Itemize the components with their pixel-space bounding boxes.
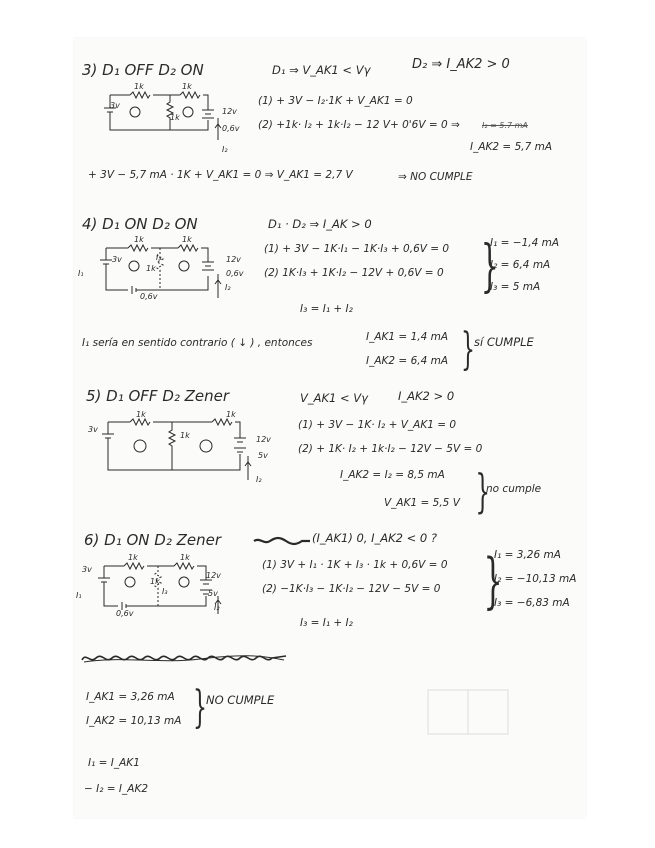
p6-result-i3: I₃ = −6,83 mA — [494, 597, 570, 609]
p3-r3-label: 1k — [170, 113, 180, 122]
p5-circuit-diagram — [100, 410, 250, 482]
p4-result-i3: I₃ = 5 mA — [490, 281, 541, 293]
bleed-through-ghost-circuit — [420, 682, 520, 742]
p6-r3-label: 1k — [150, 577, 160, 586]
p5-r2-label: 1k — [226, 410, 236, 419]
p3-circuit-diagram — [100, 80, 220, 150]
p5-equation-4: V_AK1 = 5,5 V — [384, 497, 460, 509]
p4-verdict-brace: } — [461, 324, 475, 375]
p4-condition: D₁ · D₂ ⇒ I_AK > 0 — [268, 217, 372, 231]
p3-06v-label: 0,6v — [222, 124, 240, 133]
p6-r2-label: 1k — [180, 553, 190, 562]
p6-crossed-out-text — [252, 536, 312, 546]
p4-i1-label: I₁ — [78, 269, 84, 278]
summary-brace: } — [193, 682, 207, 733]
p6-result-i1: I₁ = 3,26 mA — [494, 549, 561, 561]
p3-struck-result: I₂ = 5.7 mA — [482, 121, 528, 130]
p5-5v-label: 5v — [258, 451, 268, 460]
p6-5v-label: 5v — [208, 589, 218, 598]
p6-source-label: 3v — [82, 565, 92, 574]
p3-equation-1: (1) + 3V − I₂·1K + V_AK1 = 0 — [258, 95, 413, 107]
p3-source-label: 3v — [110, 101, 120, 110]
p4-iak1: I_AK1 = 1,4 mA — [366, 331, 449, 343]
p5-r3-label: 1k — [180, 431, 190, 440]
p6-12v-label: 12v — [206, 571, 221, 580]
p5-condition-d2: I_AK2 > 0 — [398, 389, 455, 403]
p5-heading: 5) D₁ OFF D₂ Zener — [86, 387, 230, 405]
p6-i1-label: I₁ — [76, 591, 82, 600]
p3-equation-2: (2) +1k· I₂ + 1k·I₂ − 12 V+ 0'6V = 0 ⇒ — [258, 119, 460, 131]
p4-results-brace: } — [480, 234, 499, 299]
p4-06v-label: 0,6v — [226, 269, 244, 278]
summary-line-2: − I₂ = I_AK2 — [84, 783, 149, 795]
p6-06v-label: 0,6v — [116, 609, 134, 618]
p6-results-brace: } — [483, 546, 503, 616]
p4-12v-label: 12v — [226, 255, 241, 264]
p4-verdict: sí CUMPLE — [474, 335, 534, 349]
p4-heading: 4) D₁ ON D₂ ON — [82, 215, 198, 233]
p3-r1-label: 1k — [134, 82, 144, 91]
summary-iak1: I_AK1 = 3,26 mA — [86, 691, 175, 703]
p4-06v-bottom-label: 0,6v — [140, 292, 158, 301]
p6-i2-label: I₂ — [214, 603, 220, 612]
p3-condition-d2: D₂ ⇒ I_AK2 > 0 — [412, 57, 510, 72]
p5-source-label: 3v — [88, 425, 98, 434]
crossed-out-heading — [80, 650, 290, 666]
p3-result: I_AK2 = 5,7 mA — [470, 141, 553, 153]
p6-r1-label: 1k — [128, 553, 138, 562]
p4-r1-label: 1k — [134, 235, 144, 244]
p3-substitution: + 3V − 5,7 mA · 1K + V_AK1 = 0 ⇒ V_AK1 = 2,7 V — [88, 169, 353, 181]
p5-current-label: I₂ — [256, 475, 262, 484]
p4-equation-2: (2) 1K·I₃ + 1K·I₂ − 12V + 0,6V = 0 — [264, 267, 444, 279]
summary-verdict: NO CUMPLE — [206, 693, 275, 707]
p5-12v-label: 12v — [256, 435, 271, 444]
p6-equation-2: (2) −1K·I₃ − 1K·I₂ − 12V − 5V = 0 — [262, 583, 441, 595]
p3-current-label: I₂ — [222, 145, 228, 154]
p6-result-i2: I₂ = −10,13 mA — [494, 573, 577, 585]
p4-i2-label: I₂ — [225, 283, 231, 292]
p3-verdict: ⇒ NO CUMPLE — [398, 171, 473, 183]
p4-iak2: I_AK2 = 6,4 mA — [366, 355, 449, 367]
p5-r1-label: 1k — [136, 410, 146, 419]
p4-equation-3: I₃ = I₁ + I₂ — [300, 303, 353, 315]
p5-equation-2: (2) + 1K· I₂ + 1k·I₂ − 12V − 5V = 0 — [298, 443, 483, 455]
p4-result-i1: I₁ = −1,4 mA — [490, 237, 560, 249]
p5-equation-1: (1) + 3V − 1K· I₂ + V_AK1 = 0 — [298, 419, 457, 431]
p5-verdict: no cumple — [486, 483, 542, 495]
p4-r2-label: 1k — [182, 235, 192, 244]
p3-r2-label: 1k — [182, 82, 192, 91]
p3-heading: 3) D₁ OFF D₂ ON — [82, 61, 204, 79]
p4-note: I₁ sería en sentido contrario ( ↓ ) , entonces — [82, 337, 313, 349]
p4-circuit-diagram — [98, 234, 228, 306]
p6-equation-1: (1) 3V + I₁ · 1K + I₃ · 1k + 0,6V = 0 — [262, 559, 448, 571]
p4-result-i2: I₂ = 6,4 mA — [490, 259, 551, 271]
p6-heading: 6) D₁ ON D₂ Zener — [84, 531, 222, 549]
p4-r3-label: 1k — [146, 264, 156, 273]
p3-condition-d1: D₁ ⇒ V_AK1 < Vγ — [272, 63, 371, 77]
p6-condition: (I_AK1) 0, I_AK2 < 0 ? — [312, 531, 438, 545]
p4-i3-label: I₃ — [156, 253, 162, 262]
summary-line-1: I₁ = I_AK1 — [88, 757, 140, 769]
p4-equation-1: (1) + 3V − 1K·I₁ − 1K·I₃ + 0,6V = 0 — [264, 243, 450, 255]
p5-equation-3: I_AK2 = I₂ = 8,5 mA — [340, 469, 445, 481]
summary-iak2: I_AK2 = 10,13 mA — [86, 715, 182, 727]
p4-source-label: 3v — [112, 255, 122, 264]
p3-12v-label: 12v — [222, 107, 237, 116]
p6-i3-label: I₃ — [162, 587, 168, 596]
p6-equation-3: I₃ = I₁ + I₂ — [300, 617, 353, 629]
p5-condition-d1: V_AK1 < Vγ — [300, 391, 368, 405]
p5-verdict-brace: } — [475, 464, 490, 518]
